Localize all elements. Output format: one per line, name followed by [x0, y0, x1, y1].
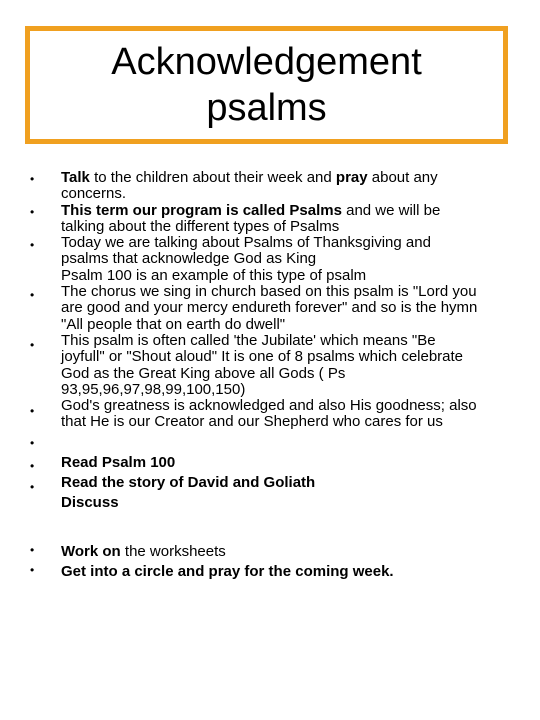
list-item: [61, 453, 521, 473]
list-item: [61, 562, 521, 582]
list-item: God's greatness is acknowledged and also His goodness; also: [61, 397, 477, 415]
bold-text: Get into a circle and pray for the coming week.: [61, 563, 394, 580]
bullet-icon: •: [30, 480, 35, 494]
bullet-icon: •: [30, 205, 35, 219]
body-text-middle: [61, 453, 521, 513]
bold-text: Read the story of David and Goliath: [61, 474, 316, 491]
slide-title-line-2: psalms: [206, 87, 327, 129]
bold-text: This term our program is called Psalms: [61, 201, 342, 219]
bullet-icon: •: [30, 404, 35, 418]
list-item: This psalm is often called 'the Jubilate' which means "Be: [61, 331, 436, 349]
body-text-upper: Talk to the children about their week and pray about any concerns. This term our program is called Psalms and we will be talking about the different types of Psalms Today we are talking about Psalms of Thanksgiving and psalms that acknowledge God as King Psalm 100 is an example of this type of psalm The chorus we sing in church based on this psalm is "Lord you are good and your mercy endureth forever" and so is the hymn "All people that on earth do dwell" This psalm is often called 'the Jubilate' which means "Be joyfull" or "Shout aloud" It is one of 8 psalms which celebrate God as the Great King above all Gods ( Ps 93,95,96,97,98,99,100,150) God's greatness is acknowledged and also His goodness; also that He is our Creator and our Shepherd who cares for us: [61, 170, 521, 431]
bold-text: Work on: [61, 543, 121, 560]
bold-text: pray: [335, 169, 368, 186]
bullet-icon: •: [30, 436, 35, 450]
bold-text: Read Psalm 100: [61, 454, 176, 471]
bullet-icon: •: [30, 338, 35, 352]
bullet-icon: •: [30, 543, 35, 557]
list-item: The chorus we sing in church based on this psalm is "Lord you: [61, 283, 477, 301]
slide-title-line-1: Acknowledgement: [111, 41, 422, 83]
list-item: Work on the worksheets: [61, 543, 226, 560]
body-text-lower: [61, 542, 521, 582]
bold-text: Discuss: [61, 494, 119, 511]
list-item: Today we are talking about Psalms of Thanksgiving and: [61, 234, 431, 252]
list-item: [61, 473, 521, 493]
list-item: [61, 493, 521, 513]
list-item: Talk to the children about their week and pray about any: [61, 169, 438, 186]
bold-text: Talk: [61, 169, 90, 186]
list-item: This term our program is called Psalms and we will be: [61, 201, 441, 219]
bullet-icon: •: [30, 459, 35, 473]
bullet-icon: •: [30, 238, 35, 252]
bullet-icon: •: [30, 288, 35, 302]
bullet-icon: •: [30, 563, 35, 577]
bullet-icon: •: [30, 172, 35, 186]
